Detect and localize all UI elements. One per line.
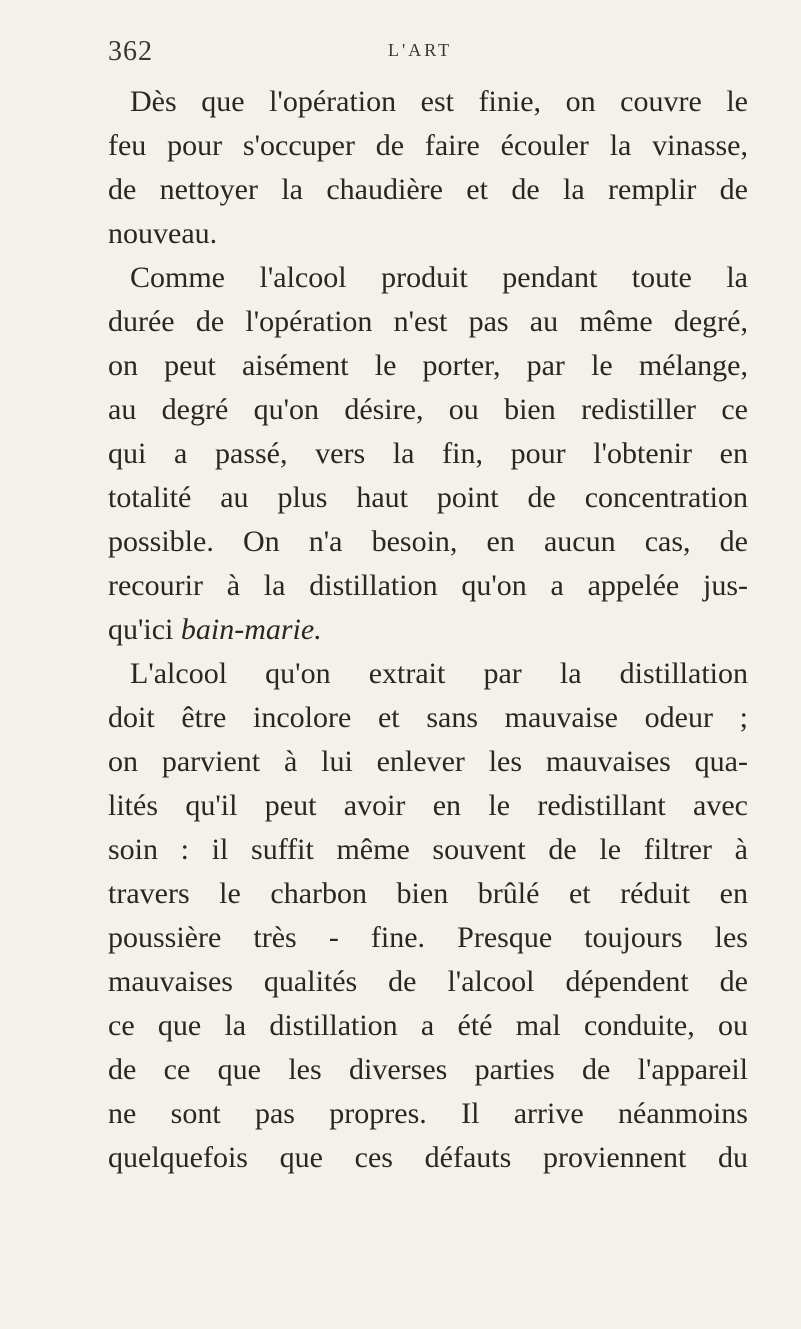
text-line [108,1136,748,1180]
text-line-content: on peut aisément le porter, par le mélange, [108,349,748,382]
text-line-content: feu pour s'occuper de faire écouler la vinasse, [108,129,748,162]
text-line-content: recourir à la distillation qu'on a appelée jus- [108,569,748,602]
text-line [108,344,748,388]
text-line-content: quelquefois que ces défauts proviennent du [108,1141,748,1174]
text-line-content: on parvient à lui enlever les mauvaises qua- [108,745,748,778]
text-line [108,608,748,652]
text-line [108,828,748,872]
text-line [108,80,748,124]
text-line-content: soin : il suffit même souvent de le filtrer à [108,833,748,866]
text-line [108,168,748,212]
text-line-content: au degré qu'on désire, ou bien redistiller ce [108,393,748,426]
text-line-content: L'alcool qu'on extrait par la distillation [130,657,748,690]
text-line [108,696,748,740]
text-line [108,388,748,432]
text-line-content: ne sont pas propres. Il arrive néanmoins [108,1097,748,1130]
text-line-content: totalité au plus haut point de concentration [108,481,748,514]
text-line [108,1092,748,1136]
text-line-content: ce que la distillation a été mal conduite, ou [108,1009,748,1042]
text-line [108,652,748,696]
page-number: 362 [108,36,153,67]
text-line [108,256,748,300]
text-line [108,740,748,784]
text-line-content: qu'ici [108,613,181,646]
text-line-content: de ce que les diverses parties de l'appareil [108,1053,748,1086]
text-line-content: qui a passé, vers la fin, pour l'obtenir en [108,437,748,470]
text-line-content: mauvaises qualités de l'alcool dépendent de [108,965,748,998]
text-line [108,124,748,168]
text-line [108,432,748,476]
running-title: L'ART [388,40,453,60]
text-line [108,520,748,564]
text-line [108,476,748,520]
text-line [108,916,748,960]
text-line-content: poussière très - fine. Presque toujours les [108,921,748,954]
text-line [108,960,748,1004]
text-line [108,1048,748,1092]
text-line-content: Comme l'alcool produit pendant toute la [130,261,748,294]
text-line-content: nouveau. [108,217,218,250]
page-header [108,28,748,78]
text-line [108,872,748,916]
text-line-content: travers le charbon bien brûlé et réduit en [108,877,748,910]
text-line [108,212,748,256]
text-line [108,784,748,828]
text-line [108,564,748,608]
text-line [108,1004,748,1048]
text-line-content: possible. On n'a besoin, en aucun cas, de [108,525,748,558]
text-line-content: durée de l'opération n'est pas au même degré, [108,305,748,338]
text-line [108,300,748,344]
text-line-content: doit être incolore et sans mauvaise odeur ; [108,701,748,734]
body-text [108,80,748,1180]
text-line-content: lités qu'il peut avoir en le redistillant avec [108,789,748,822]
text-line-content: Dès que l'opération est finie, on couvre le [130,85,748,118]
italic-term: bain-marie. [180,613,322,646]
text-line-content: de nettoyer la chaudière et de la remplir de [108,173,748,206]
